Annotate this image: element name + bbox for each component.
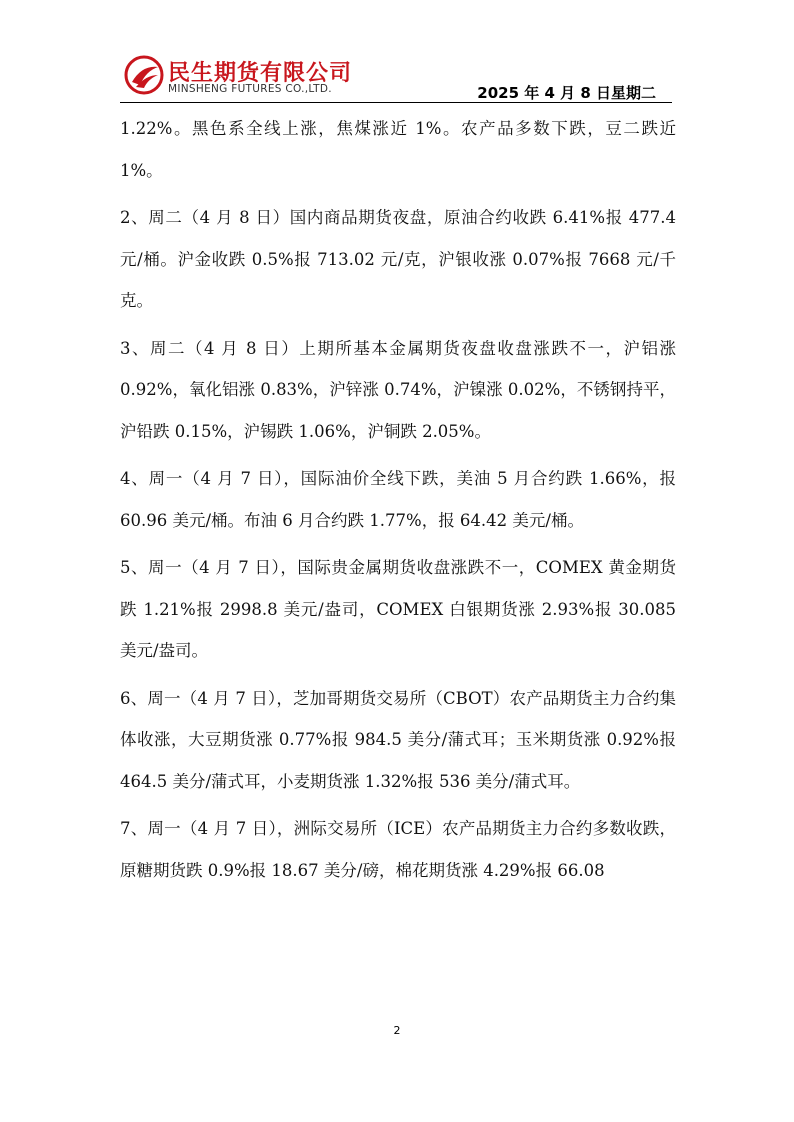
minsheng-logo-icon	[124, 55, 164, 95]
paragraph: 7、周一（4 月 7 日），洲际交易所（ICE）农产品期货主力合约多数收跌，原糖期货跌 0.9%报 18.67 美分/磅，棉花期货涨 4.29%报 66.08	[120, 819, 676, 880]
company-name-cn: 民生期货有限公司	[168, 61, 353, 86]
paragraph: 4、周一（4 月 7 日），国际油价全线下跌，美油 5 月合约跌 1.66%，报 60.96 美元/桶。布油 6 月合约跌 1.77%，报 64.42 美元/桶。	[120, 469, 676, 530]
report-body	[120, 108, 676, 897]
report-date: 2025 年 4 月 8 日星期二	[477, 84, 656, 102]
company-name-en: MINSHENG FUTURES CO.,LTD.	[168, 83, 332, 95]
header-divider	[120, 102, 672, 103]
paragraph: 6、周一（4 月 7 日），芝加哥期货交易所（CBOT）农产品期货主力合约集体收涨，大豆期货涨 0.77%报 984.5 美分/蒲式耳；玉米期货涨 0.92%报 464.5 美分/蒲式耳，小麦期货涨 1.32%报 536 美分/蒲式耳。	[120, 688, 676, 791]
paragraph: 5、周一（4 月 7 日），国际贵金属期货收盘涨跌不一，COMEX 黄金期货跌 1.21%报 2998.8 美元/盎司，COMEX 白银期货涨 2.93%报 30.085 美元/盎司。	[120, 558, 676, 660]
paragraph: 1.22%。黑色系全线上涨，焦煤涨近 1%。农产品多数下跌，豆二跌近 1%。	[120, 119, 676, 180]
page-header	[120, 52, 672, 102]
page-number: 2	[393, 1024, 401, 1037]
paragraph: 2、周二（4 月 8 日）国内商品期货夜盘，原油合约收跌 6.41%报 477.4 元/桶。沪金收跌 0.5%报 713.02 元/克，沪银收涨 0.07%报 7668 元/千克。	[120, 208, 676, 310]
paragraph: 3、周二（4 月 8 日）上期所基本金属期货夜盘收盘涨跌不一，沪铝涨 0.92%，氧化铝涨 0.83%，沪锌涨 0.74%，沪镍涨 0.02%，不锈钢持平，沪铅跌 0.15%，沪锡跌 1.06%，沪铜跌 2.05%。	[120, 338, 676, 441]
